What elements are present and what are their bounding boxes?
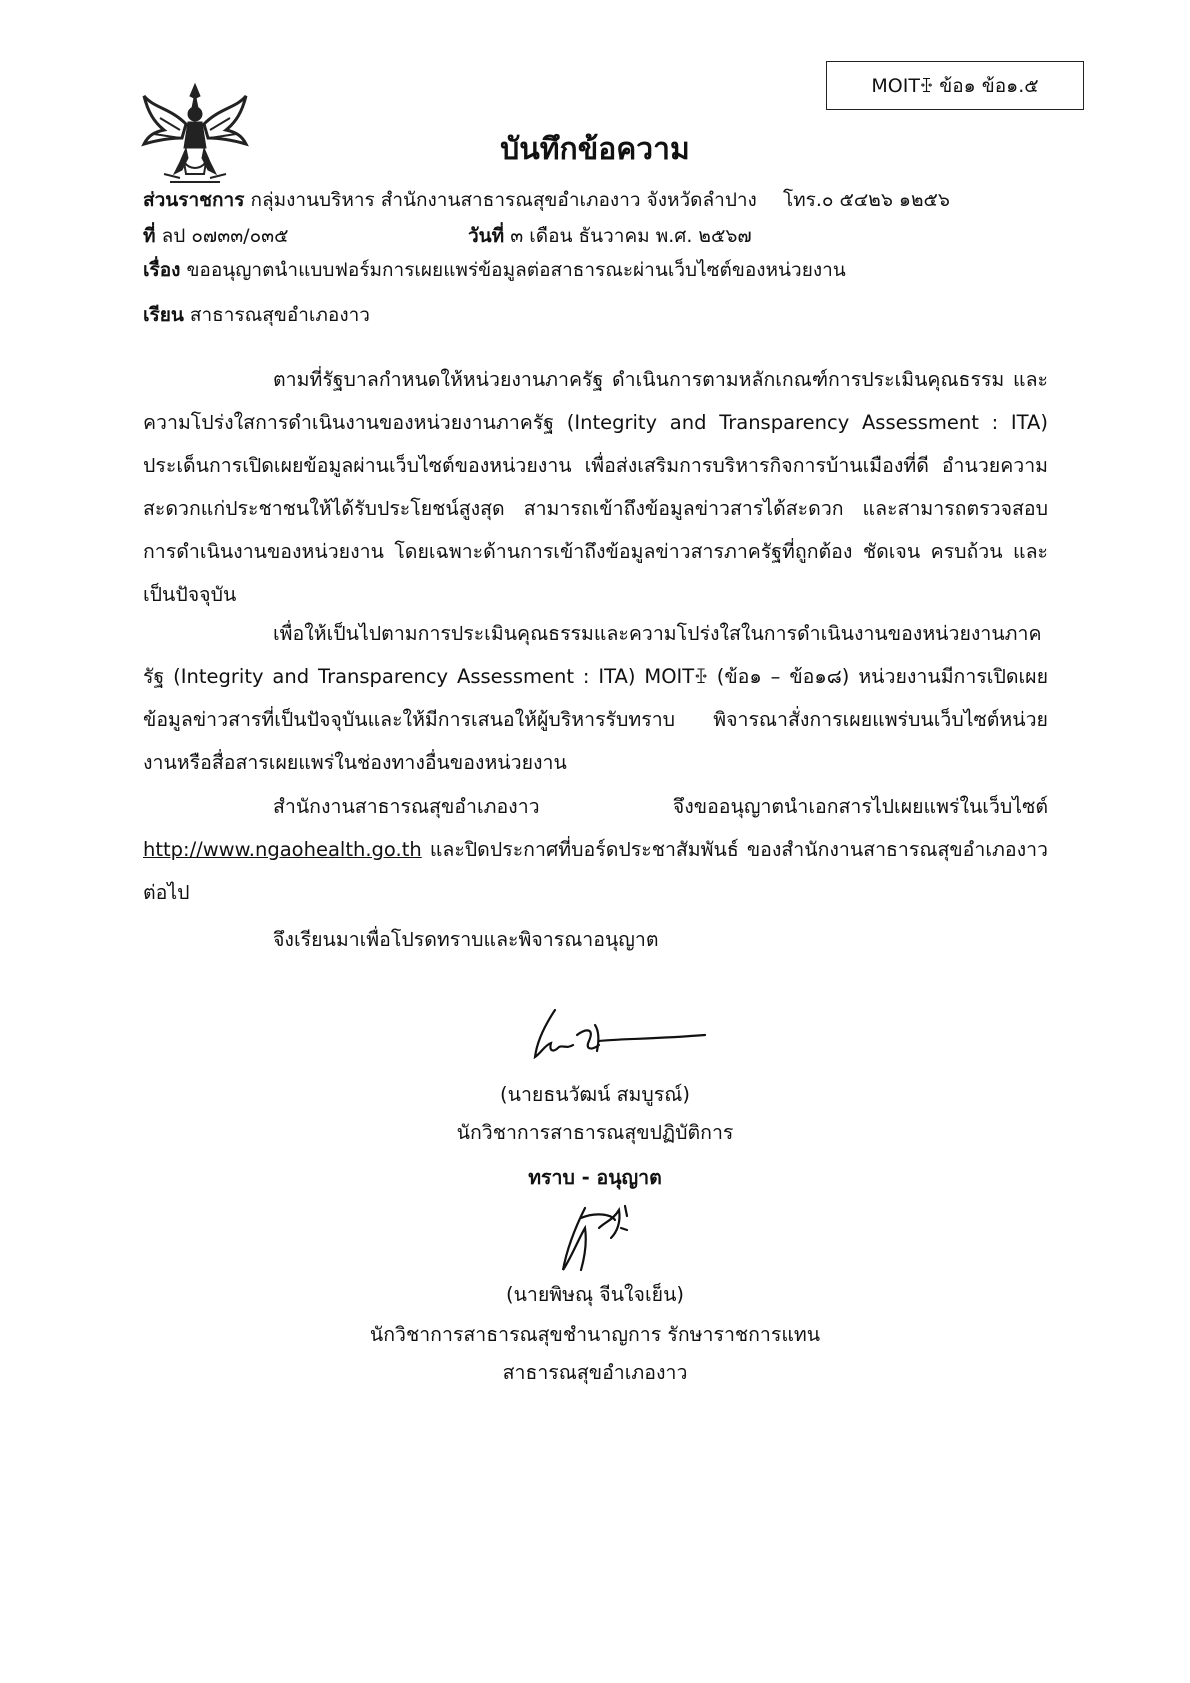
recipient-label: เรียน xyxy=(143,304,184,326)
website-link[interactable]: http://www.ngaohealth.go.th xyxy=(143,838,422,861)
signature-1-icon xyxy=(515,1005,710,1075)
signer-1-name: (นายธนวัฒน์ สมบูรณ์) xyxy=(500,1083,690,1106)
signer-2-position-2: สาธารณสุขอำเภองาว xyxy=(502,1361,688,1384)
document-number-label: ที่ xyxy=(143,225,156,247)
paragraph-2-text: เพื่อให้เป็นไปตามการประเมินคุณธรรมและความโปร่งใสในการดำเนินงานของหน่วยงานภาครัฐ (Integrity and Transparency Assessment : ITA) MOITꔀ (ข้อ๑ – ข้อ๑๘) หน่วยงานมีการเปิดเผยข้อมูลข่าวสารที่เป็นปัจจุบันและให้มีการเสนอให้ผู้บริหารรับทราบ พิจารณาสั่งการเผยแพร่บนเว็บไซต์หน่วยงานหรือสื่อสารเผยแพร่ในช่องทางอื่นของหน่วยงาน xyxy=(143,622,1048,774)
subject-line xyxy=(143,255,846,285)
document-number-value: ลป ๐๗๓๓/๐๓๕ xyxy=(161,225,289,247)
date-label: วันที่ xyxy=(468,225,505,247)
subject-label: เรื่อง xyxy=(143,259,181,281)
reference-code-box xyxy=(826,61,1084,110)
closing-text: จึงเรียนมาเพื่อโปรดทราบและพิจารณาอนุญาต xyxy=(273,928,659,951)
date-value: ๓ เดือน ธันวาคม พ.ศ. ๒๕๖๗ xyxy=(510,225,752,247)
memo-title: บันทึกข้อความ xyxy=(500,132,690,167)
body-paragraph-3 xyxy=(143,785,1048,914)
paragraph-3-start: สำนักงานสาธารณสุขอำเภองาว จึงขออนุญาตนำเอกสารไปเผยแพร่ในเว็บไซต์ xyxy=(273,795,1048,818)
body-paragraph-1 xyxy=(143,358,1048,616)
department-value: กลุ่มงานบริหาร สำนักงานสาธารณสุขอำเภองาว จังหวัดลำปาง xyxy=(250,189,757,211)
department-line xyxy=(143,185,950,215)
phone-number: โทร.๐ ๕๔๒๖ ๑๒๕๖ xyxy=(782,189,950,211)
recipient-value: สาธารณสุขอำเภองาว xyxy=(189,304,370,326)
signer-2-position: นักวิชาการสาธารณสุขชำนาญการ รักษาราชการแทน xyxy=(369,1323,821,1346)
reference-code: MOITꔀ ข้อ๑ ข้อ๑.๕ xyxy=(871,75,1039,97)
recipient-line xyxy=(143,300,370,330)
approval-text: ทราบ - อนุญาต xyxy=(528,1166,662,1189)
subject-value: ขออนุญาตนำแบบฟอร์มการเผยแพร่ข้อมูลต่อสาธารณะผ่านเว็บไซต์ของหน่วยงาน xyxy=(186,259,846,281)
department-label: ส่วนราชการ xyxy=(143,189,245,211)
signer-1-position: นักวิชาการสาธารณสุขปฏิบัติการ xyxy=(456,1121,734,1144)
body-paragraph-2 xyxy=(143,612,1048,784)
date-line xyxy=(468,221,752,251)
closing-paragraph xyxy=(143,918,1048,961)
paragraph-1-text: ตามที่รัฐบาลกำหนดให้หน่วยงานภาครัฐ ดำเนินการตามหลักเกณฑ์การประเมินคุณธรรม และความโปร่งใสการดำเนินงานของหน่วยงานภาครัฐ (Integrity and Transparency Assessment : ITA) ประเด็นการเปิดเผยข้อมูลผ่านเว็บไซต์ของหน่วยงาน เพื่อส่งเสริมการบริหารกิจการบ้านเมืองที่ดี อำนวยความสะดวกแก่ประชาชนให้ได้รับประโยชน์สูงสุด สามารถเข้าถึงข้อมูลข่าวสารได้สะดวก และสามารถตรวจสอบการดำเนินงานของหน่วยงาน โดยเฉพาะด้านการเข้าถึงข้อมูลข่าวสารภาครัฐที่ถูกต้อง ชัดเจน ครบถ้วน และเป็นปัจจุบัน xyxy=(143,368,1048,606)
document-number-line xyxy=(143,221,289,251)
signer-2-name: (นายพิษณุ จีนใจเย็น) xyxy=(505,1283,685,1306)
signature-2-icon xyxy=(555,1198,645,1278)
paragraph-3-end: และปิดประกาศที่บอร์ดประชาสัมพันธ์ ของสำนักงานสาธารณสุขอำเภองาว ต่อไป xyxy=(143,838,1048,904)
